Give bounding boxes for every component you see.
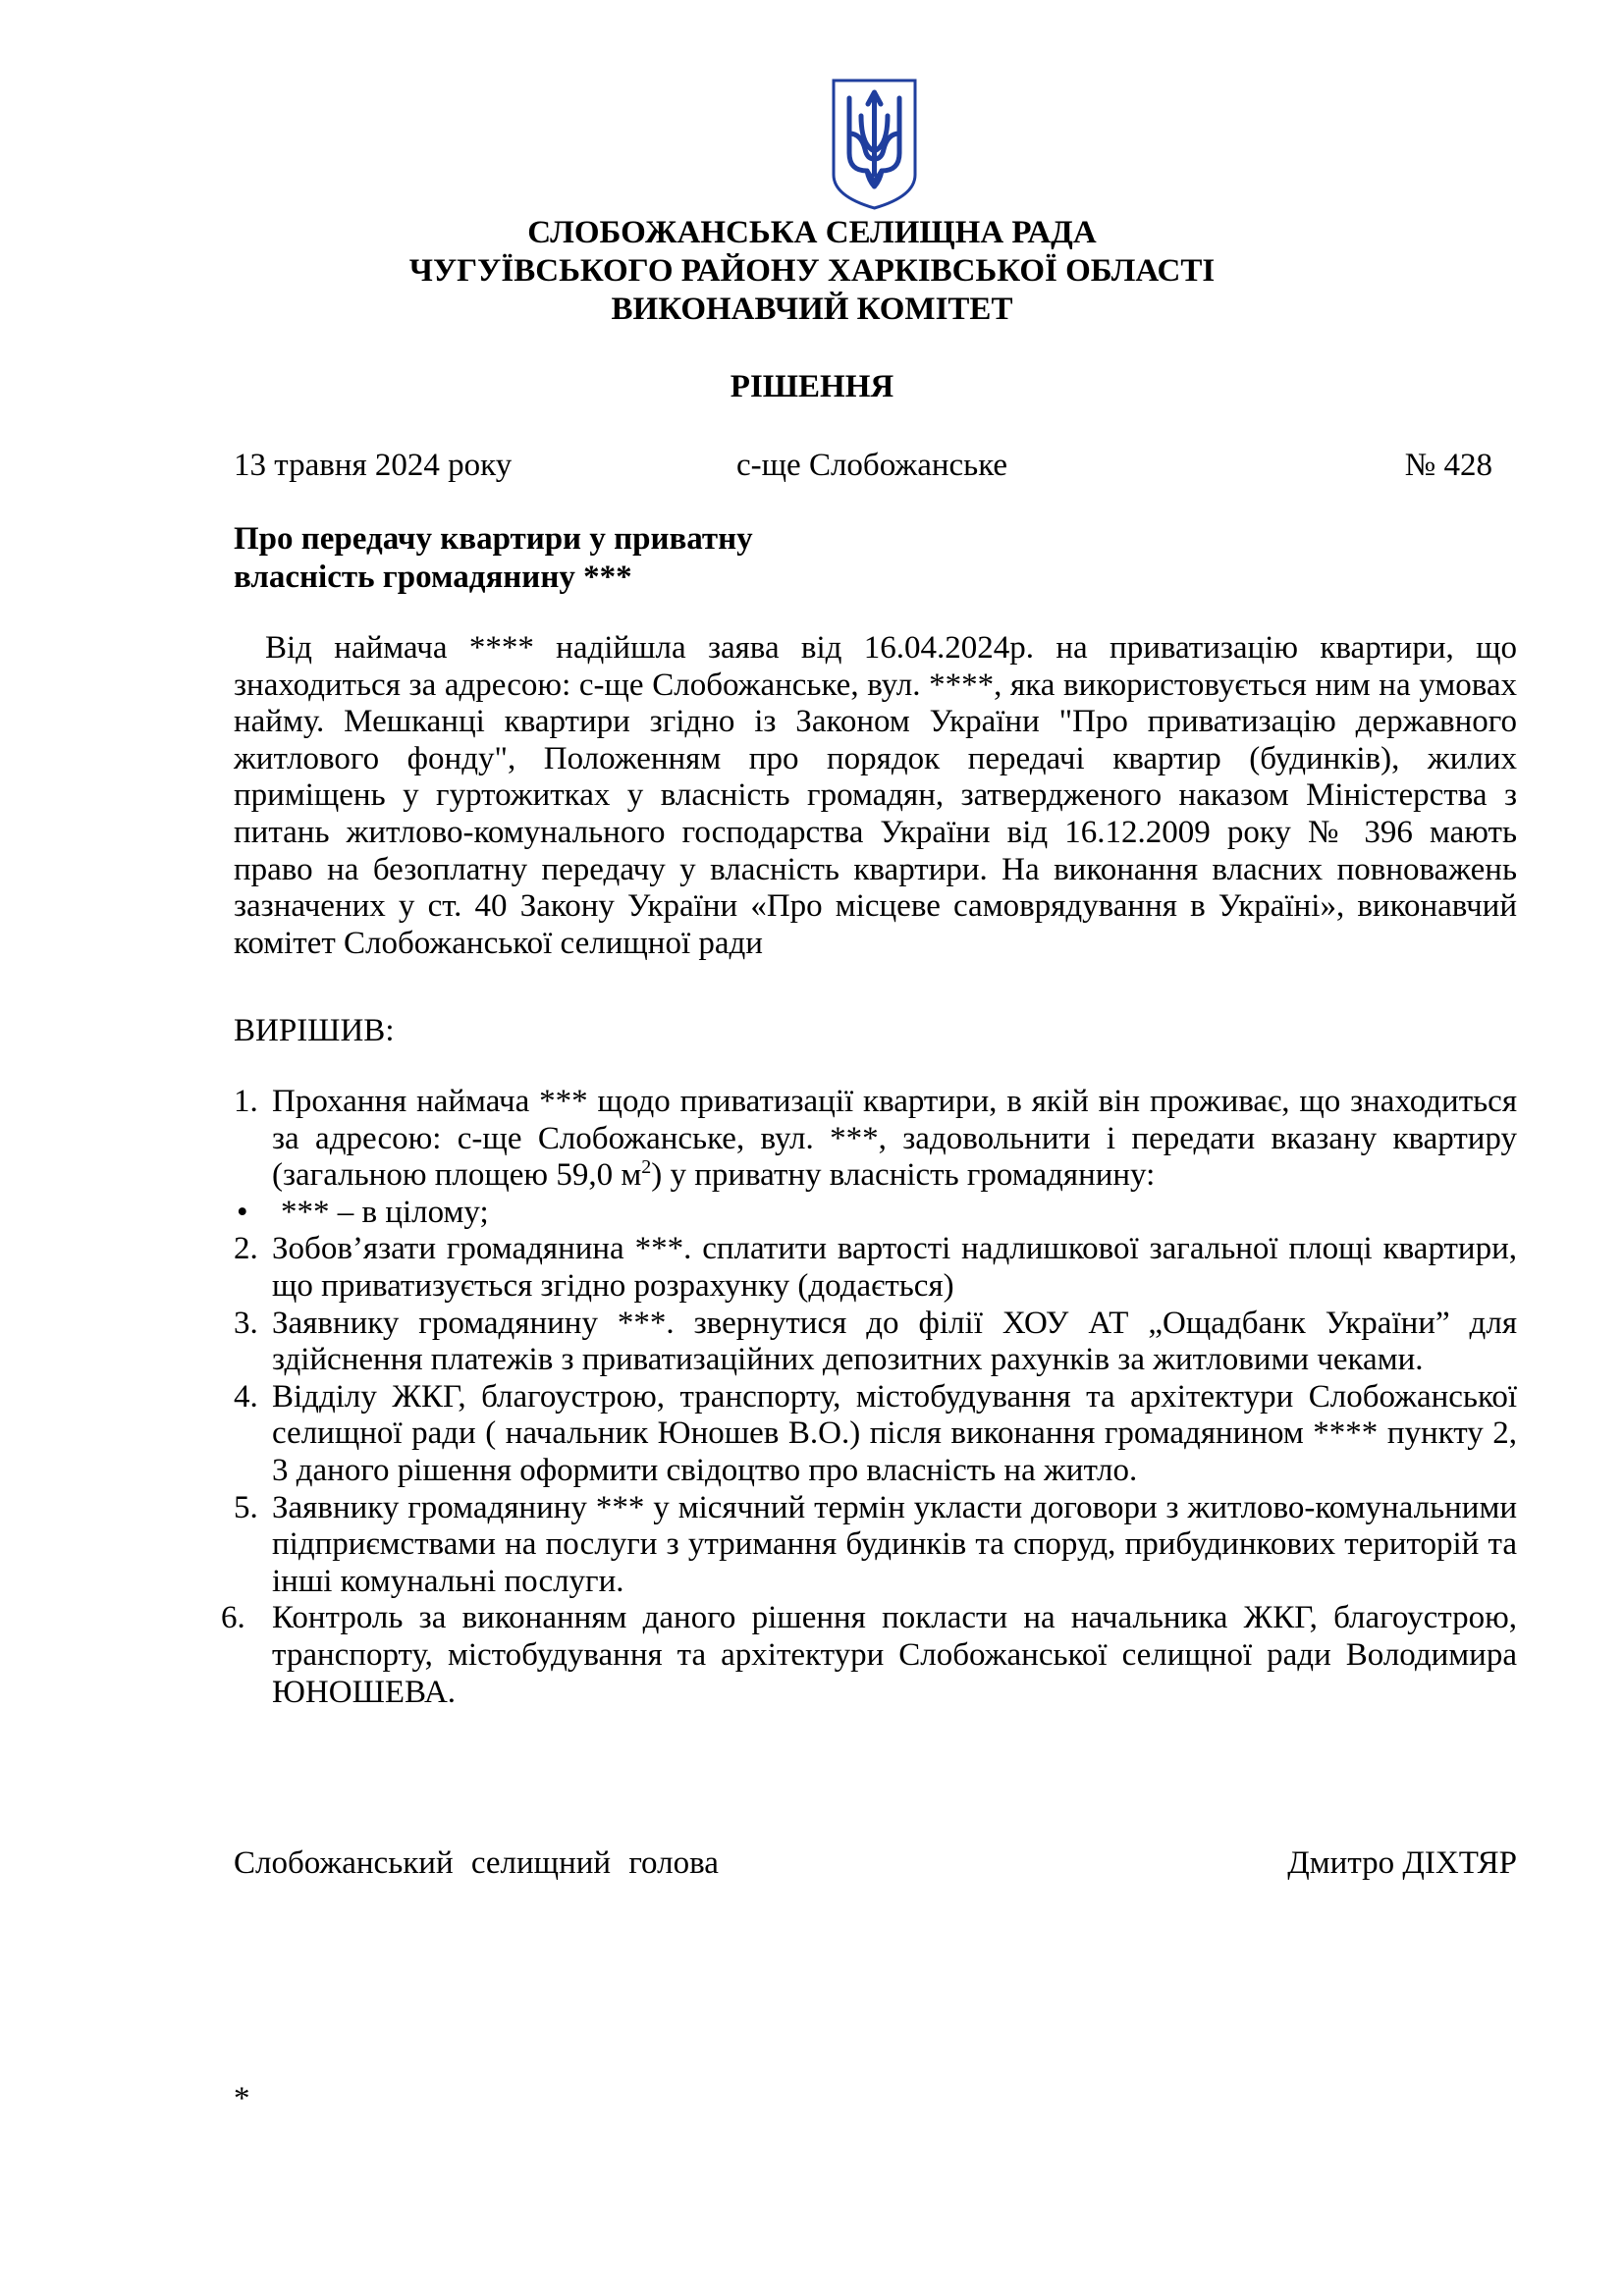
document-meta [234, 444, 1492, 487]
decision-item-1 [234, 1084, 1517, 1195]
signatory-position: Слобожанський селищний голова [234, 1845, 719, 1881]
decision-number: 2. [234, 1231, 258, 1267]
decision-text: Зобов’язати громадянина ***. сплатити вартості надлишкової загальної площі квартири, що приватизується згідно розрахунку (додається) [272, 1231, 1517, 1304]
document-header [0, 214, 1624, 329]
decision-number: 5. [234, 1489, 258, 1525]
decision-number: 4. [234, 1378, 258, 1415]
signatory-name: Дмитро ДІХТЯР [1287, 1845, 1517, 1881]
decision-text-part-2: ) у приватну власність громадянину: [651, 1157, 1156, 1194]
decision-number: 3. [234, 1305, 258, 1341]
subject-line-1: Про передачу квартири у приватну [234, 521, 753, 557]
area-unit-superscript: 2 [641, 1156, 652, 1179]
decision-text: Відділу ЖКГ, благоустрою, транспорту, містобудування та архітектури Слобожанської селищної ради ( начальник Юношев В.О.) після виконання громадянином **** пункту 2, 3 даного рішення оформити свідоцтво про власність на житло. [272, 1378, 1517, 1488]
decision-item-6 [221, 1600, 1517, 1711]
subject-line-2: власність громадянину *** [234, 560, 632, 595]
bullet-text: *** – в цілому; [281, 1194, 489, 1230]
decision-number: 6. [221, 1600, 245, 1636]
decision-item-3 [234, 1306, 1517, 1379]
document-type-title: РІШЕННЯ [730, 369, 894, 404]
document-number: № 428 [1404, 448, 1492, 483]
footnote-marker: * [234, 2081, 250, 2116]
committee-name: ВИКОНАВЧИЙ КОМІТЕТ [611, 292, 1013, 327]
decision-item-4 [234, 1379, 1517, 1490]
decision-text: Контроль за виконанням даного рішення покласти на начальника ЖКГ, благоустрою, транспорту, містобудування та архітектури Слобожанської селищної ради Володимира ЮНОШЕВА. [272, 1600, 1517, 1710]
decision-number: 1. [234, 1084, 258, 1119]
document-place: с-ще Слобожанське [736, 448, 1008, 483]
council-name: СЛОБОЖАНСЬКА СЕЛИЩНА РАДА [527, 215, 1097, 250]
decision-item-5 [234, 1490, 1517, 1601]
decision-text: Заявнику громадянину *** у місячний термін укласти договори з житлово-комунальними підприємствами на послуги з утримання будинків та споруд, прибудинкових територій та інші комунальні послуги. [272, 1489, 1517, 1599]
resolved-label: ВИРІШИВ: [234, 1013, 395, 1048]
document-subject [234, 520, 753, 597]
preamble-paragraph: Від наймача **** надійшла заява від 16.04.2024р. на приватизацію квартири, що знаходиться за адресою: с-ще Слобожанське, вул. ****, яка використовується ним на умовах найму. Мешканці квартири згідно із Законом України "Про приватизацію державного житлового фонду", Положенням про порядок передачі квартир (будинків), жилих приміщень у гуртожитках у власність громадян, затвердженого наказом Міністерства з питань житлово-комунального господарства України від 16.12.2009 року № 396 мають право на безоплатну передачу у власність квартири. На виконання власних повноважень зазначених у ст. 40 Закону України «Про місцеве самоврядування в Україні», виконавчий комітет Слобожанської селищної ради [234, 630, 1517, 961]
decision-text: Заявнику громадянину ***. звернутися до філії ХОУ АТ „Ощадбанк України” для здійснення платежів з приватизаційних депозитних рахунків за житловими чеками. [272, 1305, 1517, 1378]
signature-block [234, 1842, 1517, 1885]
decision-bullet [234, 1195, 1517, 1232]
bullet-icon: • [237, 1194, 248, 1230]
district-name: ЧУГУЇВСЬКОГО РАЙОНУ ХАРКІВСЬКОЇ ОБЛАСТІ [408, 253, 1216, 289]
decision-text-part-1: Прохання наймача *** щодо приватизації квартири, в якій він проживає, що знаходиться за адресою: с-ще Слобожанське, вул. ***, задовольнити і передати вказану квартиру (загальною площею 59,0 м [272, 1084, 1517, 1194]
trident-coat-of-arms-icon [828, 77, 921, 212]
document-date: 13 травня 2024 року [234, 448, 513, 483]
decision-item-2 [234, 1231, 1517, 1305]
decision-list [221, 1084, 1517, 1711]
